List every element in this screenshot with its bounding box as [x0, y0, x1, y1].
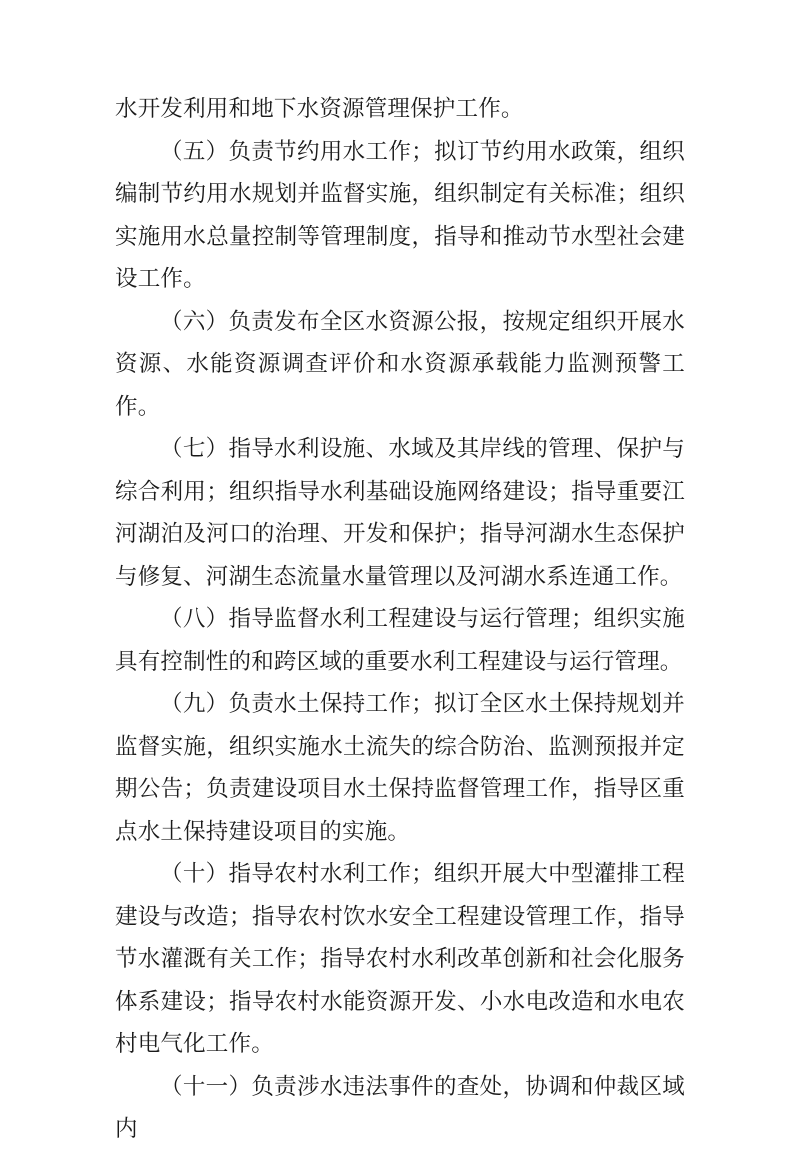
paragraph-item-11: （十一）负责涉水违法事件的查处，协调和仲裁区域内	[115, 1073, 685, 1142]
paragraph-item-6: （六）负责发布全区水资源公报，按规定组织开展水资源、水能资源调查评价和水资源承载能力监测预警工作。	[115, 308, 685, 420]
paragraph-item-10: （十）指导农村水利工作；组织开展大中型灌排工程建设与改造；指导农村饮水安全工程建设管理工作，指导节水灌溉有关工作；指导农村水利改革创新和社会化服务体系建设；指导农村水能资源开发、小水电改造和水电农村电气化工作。	[115, 861, 685, 1057]
paragraph-item-5: （五）负责节约用水工作；拟订节约用水政策，组织编制节约用水规划并监督实施，组织制定有关标准；组织实施用水总量控制等管理制度，指导和推动节水型社会建设工作。	[115, 138, 685, 292]
paragraph-item-9: （九）负责水土保持工作；拟订全区水土保持规划并监督实施，组织实施水土流失的综合防治、监测预报并定期公告；负责建设项目水土保持监督管理工作，指导区重点水土保持建设项目的实施。	[115, 691, 685, 845]
document-text-body	[115, 88, 685, 1151]
paragraph-item-7: （七）指导水利设施、水域及其岸线的管理、保护与综合利用；组织指导水利基础设施网络建设；指导重要江河湖泊及河口的治理、开发和保护；指导河湖水生态保护与修复、河湖生态流量水量管理以及河湖水系连通工作。	[115, 436, 685, 590]
paragraph-continued: 水开发利用和地下水资源管理保护工作。	[115, 96, 524, 122]
paragraph-item-8: （八）指导监督水利工程建设与运行管理；组织实施具有控制性的和跨区域的重要水利工程建设与运行管理。	[115, 606, 685, 675]
